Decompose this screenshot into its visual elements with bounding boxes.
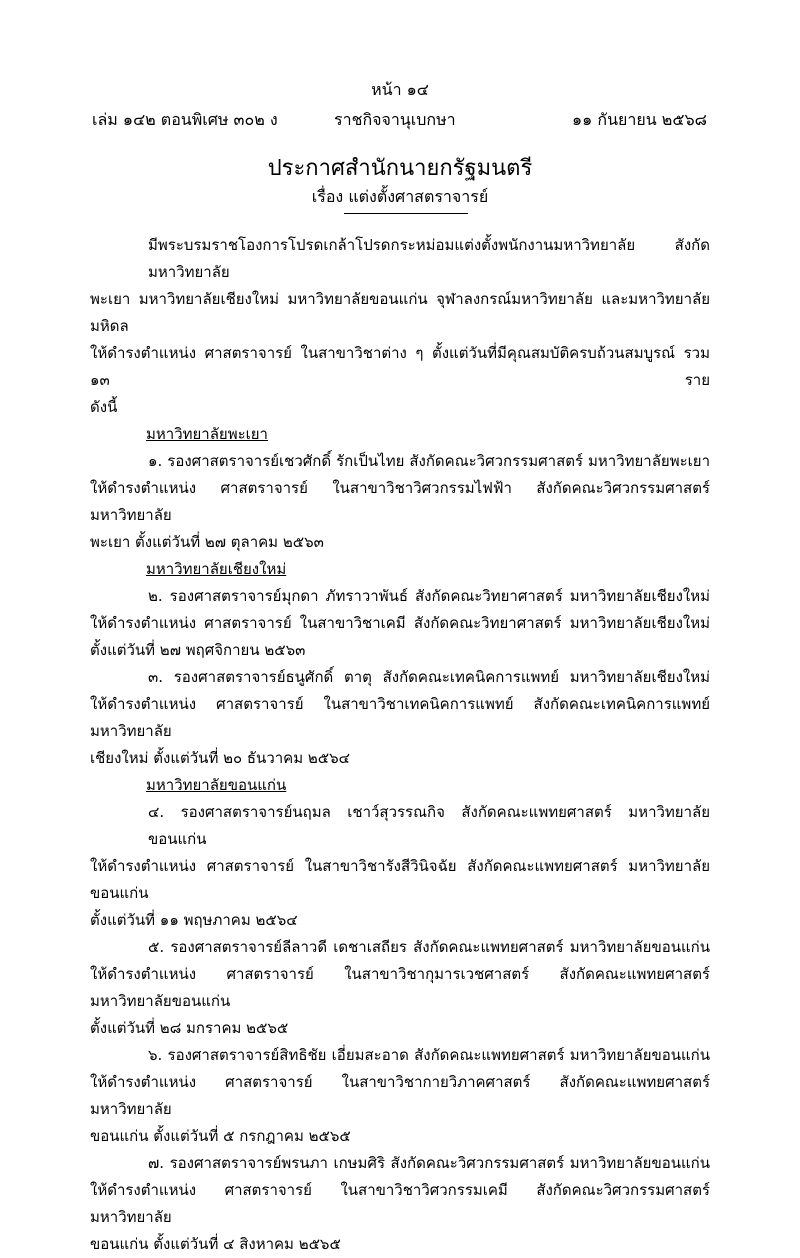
entry-line: ๕. รองศาสตราจารย์ลีลาวดี เดชาเสถียร สังกัดคณะแพทยศาสตร์ มหาวิทยาลัยขอนแก่น (148, 938, 710, 956)
announcement-body (90, 232, 710, 1258)
entry-line: ให้ดำรงตำแหน่ง ศาสตราจารย์ ในสาขาวิชารังสีวินิจฉัย สังกัดคณะแพทยศาสตร์ มหาวิทยาลัยขอนแก่น (90, 857, 710, 902)
entry-line: ๗. รองศาสตราจารย์พรนภา เกษมศิริ สังกัดคณะวิศวกรรมศาสตร์ มหาวิทยาลัยขอนแก่น (148, 1154, 710, 1172)
announcement-subject: เรื่อง แต่งตั้งศาสตราจารย์ (311, 187, 489, 206)
section-heading-phayao: มหาวิทยาลัยพะเยา (146, 425, 268, 443)
entry-line: ให้ดำรงตำแหน่ง ศาสตราจารย์ ในสาขาวิชากุมารเวชศาสตร์ สังกัดคณะแพทยศาสตร์ มหาวิทยาลัยขอนแก่น (90, 965, 710, 1010)
intro-line: พะเยา มหาวิทยาลัยเชียงใหม่ มหาวิทยาลัยขอนแก่น จุฬาลงกรณ์มหาวิทยาลัย และมหาวิทยาลัยมหิดล (90, 290, 710, 335)
section-heading-khonkaen: มหาวิทยาลัยขอนแก่น (146, 776, 287, 794)
volume-info: เล่ม ๑๔๒ ตอนพิเศษ ๓๐๒ ง (92, 110, 278, 129)
entry-line: ขอนแก่น ตั้งแต่วันที่ ๔ สิงหาคม ๒๕๖๕ (90, 1235, 341, 1253)
entry-line: พะเยา ตั้งแต่วันที่ ๒๗ ตุลาคม ๒๕๖๓ (90, 533, 324, 551)
entry-line: ๖. รองศาสตราจารย์สิทธิชัย เอี่ยมสะอาด สังกัดคณะแพทยศาสตร์ มหาวิทยาลัยขอนแก่น (148, 1046, 710, 1064)
entry-line: ให้ดำรงตำแหน่ง ศาสตราจารย์ ในสาขาวิชาวิศวกรรมเคมี สังกัดคณะวิศวกรรมศาสตร์ มหาวิทยาลัย (90, 1181, 710, 1226)
entry-line: ๔. รองศาสตราจารย์นฤมล เชาว์สุวรรณกิจ สังกัดคณะแพทยศาสตร์ มหาวิทยาลัยขอนแก่น (148, 803, 710, 848)
gazette-name: ราชกิจจานุเบกษา (334, 110, 456, 129)
entry-line: ตั้งแต่วันที่ ๒๘ มกราคม ๒๕๖๕ (90, 1019, 289, 1037)
entry-line: ให้ดำรงตำแหน่ง ศาสตราจารย์ ในสาขาวิชาวิศวกรรมไฟฟ้า สังกัดคณะวิศวกรรมศาสตร์ มหาวิทยาลัย (90, 479, 710, 524)
entry-line: ให้ดำรงตำแหน่ง ศาสตราจารย์ ในสาขาวิชาเทคนิคการแพทย์ สังกัดคณะเทคนิคการแพทย์ มหาวิทยาลัย (90, 695, 710, 740)
announcement-title: ประกาศสำนักนายกรัฐมนตรี (267, 156, 533, 181)
section-heading-chiangmai: มหาวิทยาลัยเชียงใหม่ (146, 560, 287, 578)
entry-line: ขอนแก่น ตั้งแต่วันที่ ๕ กรกฎาคม ๒๕๖๕ (90, 1127, 351, 1145)
entry-line: ให้ดำรงตำแหน่ง ศาสตราจารย์ ในสาขาวิชากายวิภาคศาสตร์ สังกัดคณะแพทยศาสตร์ มหาวิทยาลัย (90, 1073, 710, 1118)
entry-line: ๒. รองศาสตราจารย์มุกดา ภัทราวาพันธ์ สังกัดคณะวิทยาศาสตร์ มหาวิทยาลัยเชียงใหม่ (148, 587, 710, 605)
entry-line: ๑. รองศาสตราจารย์เชวศักดิ์ รักเป็นไทย สังกัดคณะวิศวกรรมศาสตร์ มหาวิทยาลัยพะเยา (148, 452, 710, 470)
entry-line: ๓. รองศาสตราจารย์ธนูศักดิ์ ตาตุ สังกัดคณะเทคนิคการแพทย์ มหาวิทยาลัยเชียงใหม่ (148, 668, 710, 686)
intro-line: ดังนี้ (90, 398, 118, 416)
intro-line: มีพระบรมราชโองการโปรดเกล้าโปรดกระหม่อมแต่งตั้งพนักงานมหาวิทยาลัย สังกัดมหาวิทยาลัย (148, 236, 710, 281)
entry-line: เชียงใหม่ ตั้งแต่วันที่ ๒๐ ธันวาคม ๒๕๖๔ (90, 749, 350, 767)
page-number: หน้า ๑๔ (371, 80, 429, 99)
publication-date: ๑๑ กันยายน ๒๕๖๘ (572, 110, 707, 129)
title-divider (344, 213, 468, 214)
entry-line: ให้ดำรงตำแหน่ง ศาสตราจารย์ ในสาขาวิชาเคมี สังกัดคณะวิทยาศาสตร์ มหาวิทยาลัยเชียงใหม่ (90, 614, 710, 632)
intro-line: ให้ดำรงตำแหน่ง ศาสตราจารย์ ในสาขาวิชาต่าง ๆ ตั้งแต่วันที่มีคุณสมบัติครบถ้วนสมบูรณ์ รวม ๑๓ ราย (90, 344, 710, 389)
entry-line: ตั้งแต่วันที่ ๒๗ พฤศจิกายน ๒๕๖๓ (90, 641, 306, 659)
entry-line: ตั้งแต่วันที่ ๑๑ พฤษภาคม ๒๕๖๔ (90, 911, 298, 929)
